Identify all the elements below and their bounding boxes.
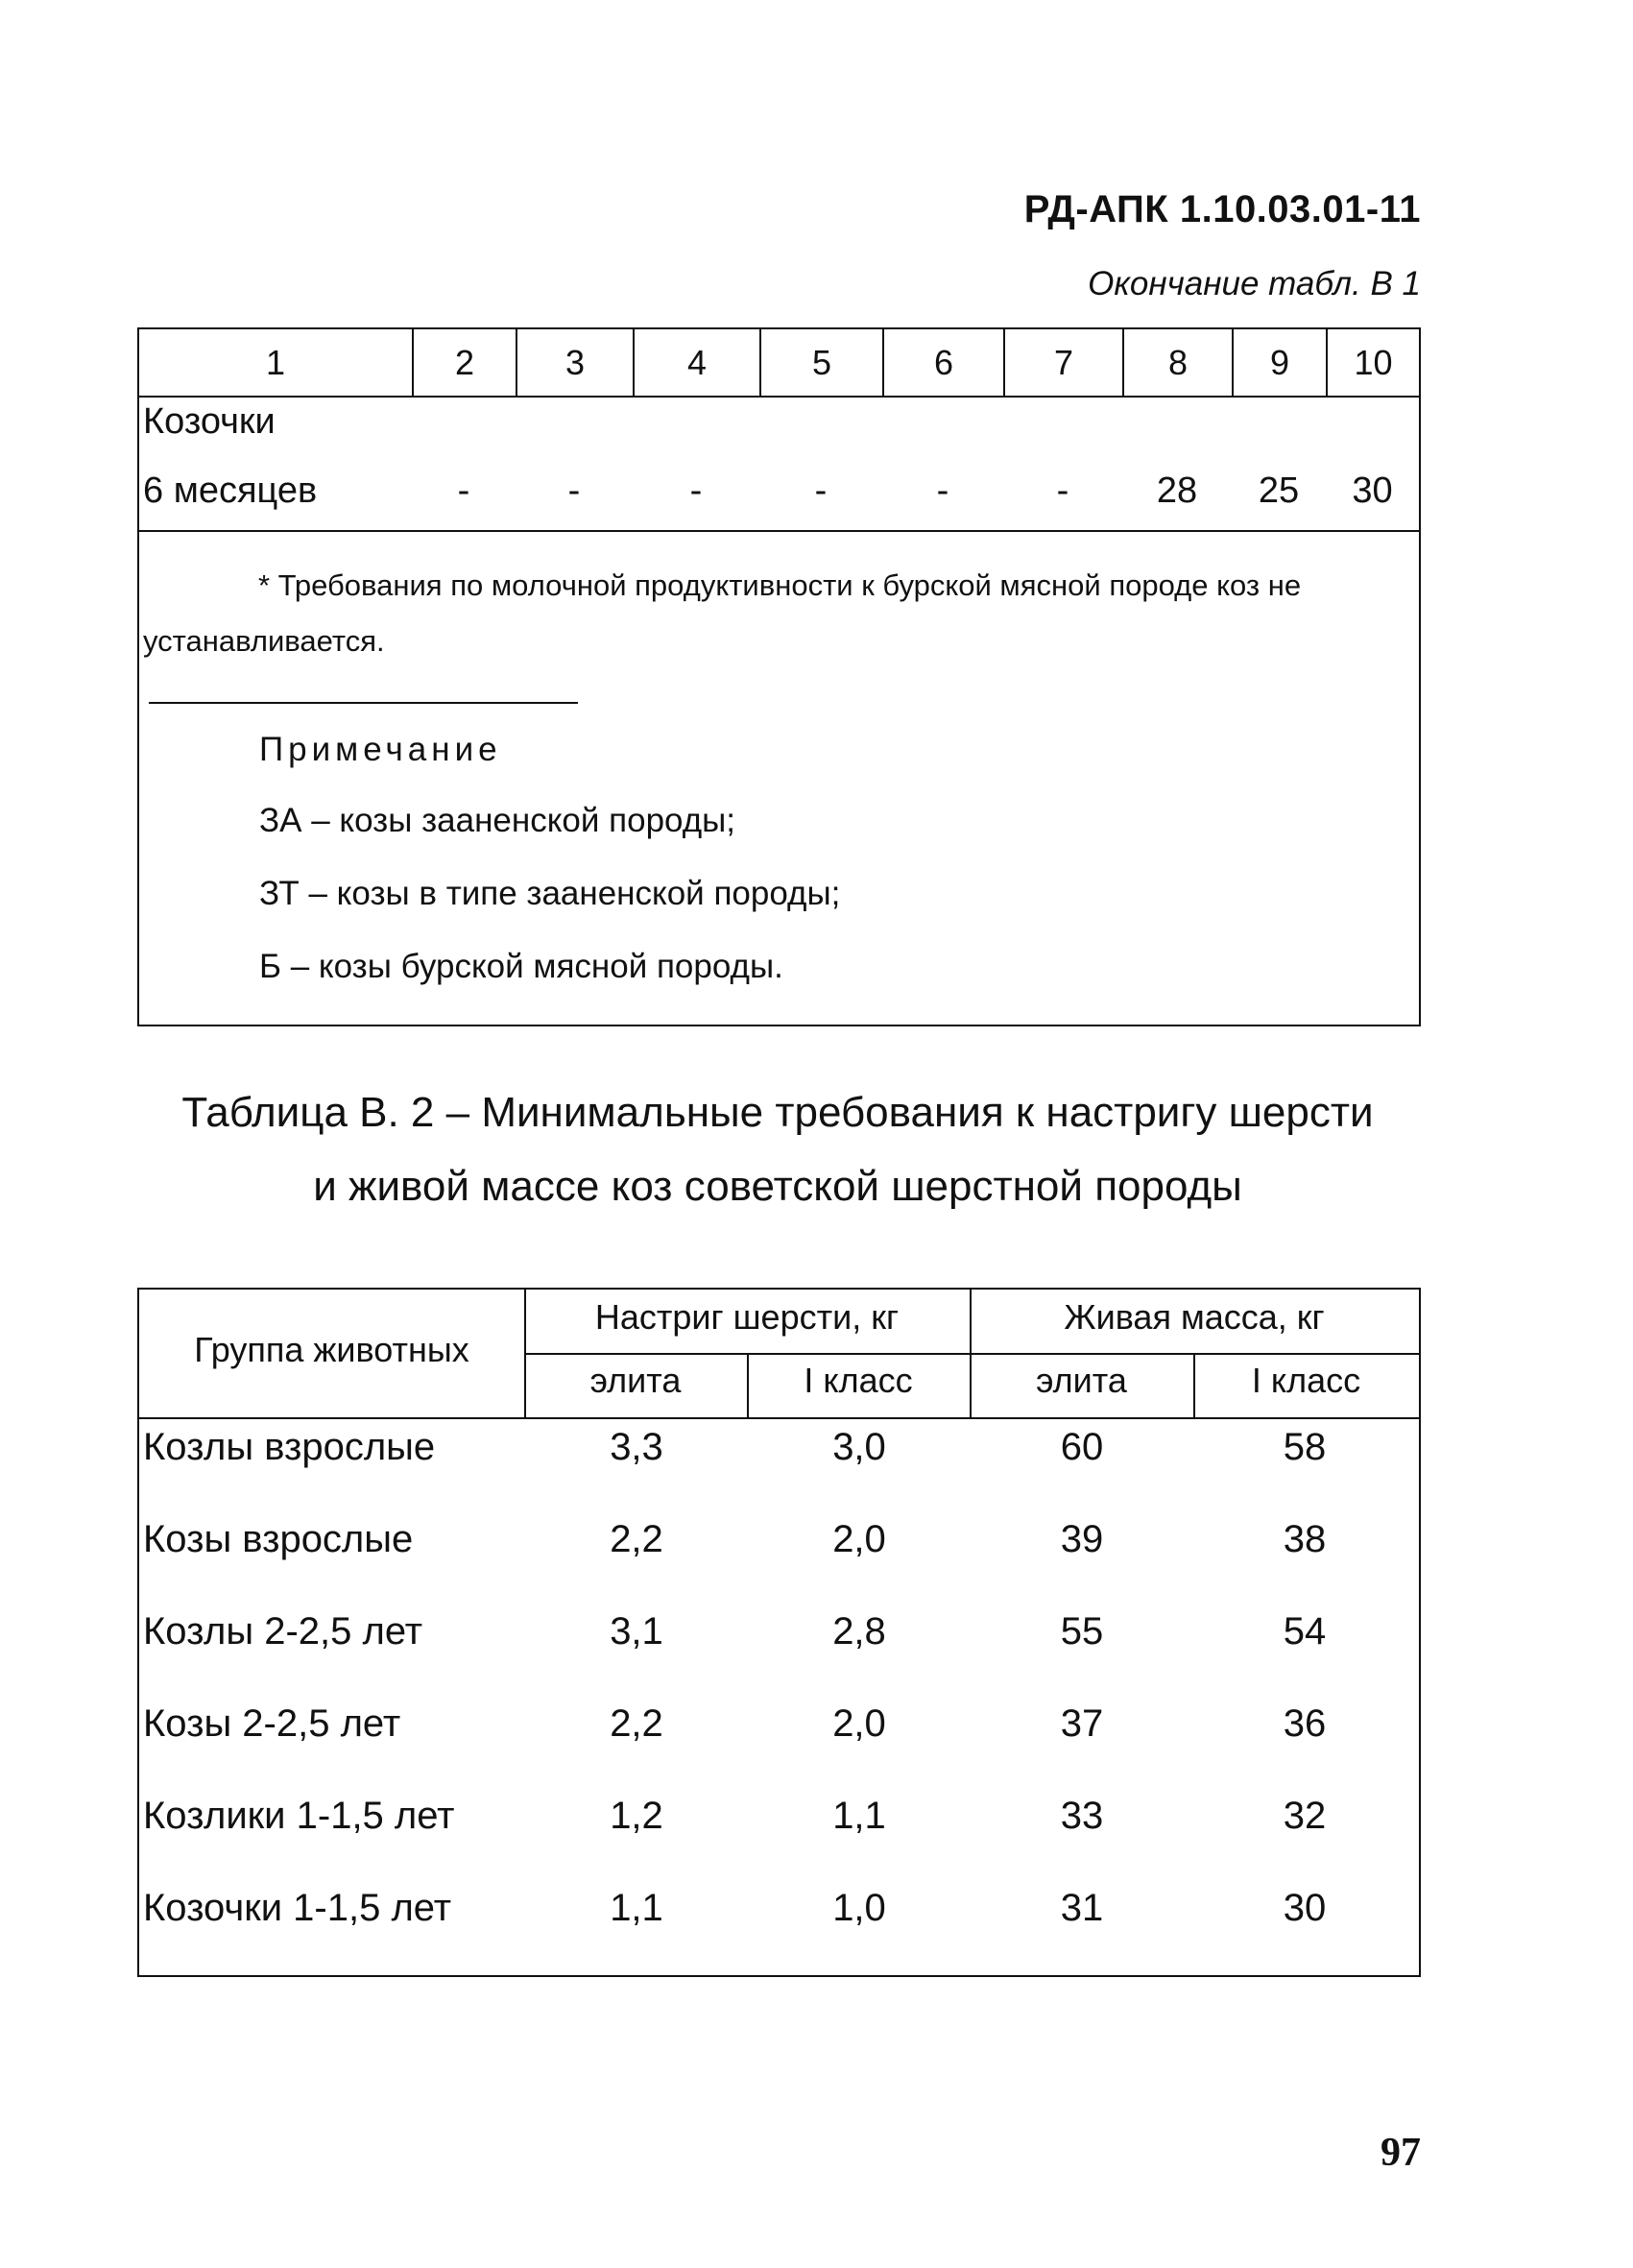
wool-elite-cell: 2,2 xyxy=(610,1518,663,1560)
cell-value: 30 xyxy=(1352,470,1393,511)
footnote-line: устанавливается. xyxy=(143,624,385,658)
mass-class1-cell: 32 xyxy=(1283,1795,1327,1837)
row-label: 6 месяцев xyxy=(143,470,318,511)
mass-class1-cell: 30 xyxy=(1283,1887,1327,1929)
column-number: 4 xyxy=(633,329,759,396)
wool-class1-cell: 2,8 xyxy=(832,1610,886,1653)
header-mass: Живая масса, кг xyxy=(1064,1297,1325,1337)
note-item: ЗА – козы зааненской породы; xyxy=(259,802,736,839)
row-label: Козы взрослые xyxy=(143,1518,414,1560)
wool-class1-cell: 1,0 xyxy=(832,1887,886,1929)
wool-class1-cell: 2,0 xyxy=(832,1518,886,1560)
group-label: Козочки xyxy=(143,401,276,442)
subheader-class1: I класс xyxy=(1251,1361,1361,1400)
mass-elite-cell: 37 xyxy=(1060,1702,1104,1745)
footnote-line: * Требования по молочной продуктивности к бурской мясной породе коз не xyxy=(258,568,1302,602)
wool-elite-cell: 1,1 xyxy=(610,1887,663,1929)
column-number: 5 xyxy=(759,329,882,396)
note-item: ЗТ – козы в типе зааненской породы; xyxy=(259,875,841,912)
footnote xyxy=(143,558,1415,669)
cell-value: - xyxy=(457,470,470,511)
note-item: Б – козы бурской мясной породы. xyxy=(259,948,783,985)
table-continuation-label: Окончание табл. В 1 xyxy=(1088,265,1421,302)
column-number: 9 xyxy=(1232,329,1326,396)
header-group: Группа животных xyxy=(194,1330,469,1369)
footnote-separator xyxy=(149,702,578,704)
cell-value: - xyxy=(936,470,949,511)
row-label: Козлы 2-2,5 лет xyxy=(143,1610,423,1653)
wool-class1-cell: 2,0 xyxy=(832,1702,886,1745)
row-label: Козочки 1-1,5 лет xyxy=(143,1887,452,1929)
mass-elite-cell: 33 xyxy=(1060,1795,1104,1837)
document-code: РД-АПК 1.10.03.01-11 xyxy=(1023,188,1421,230)
mass-class1-cell: 58 xyxy=(1283,1426,1327,1468)
subheader-elite: элита xyxy=(1036,1361,1127,1400)
wool-class1-cell: 3,0 xyxy=(832,1426,886,1468)
cell-value: - xyxy=(814,470,828,511)
table-b1-data-row xyxy=(139,396,1419,532)
wool-class1-cell: 1,1 xyxy=(832,1795,886,1837)
table-b1 xyxy=(137,327,1421,1026)
column-number: 7 xyxy=(1003,329,1122,396)
mass-elite-cell: 39 xyxy=(1060,1518,1104,1560)
wool-elite-cell: 1,2 xyxy=(610,1795,663,1837)
cell-value: 28 xyxy=(1156,470,1198,511)
column-number: 2 xyxy=(412,329,516,396)
subheader-class1: I класс xyxy=(804,1361,913,1400)
mass-elite-cell: 31 xyxy=(1060,1887,1104,1929)
column-number: 8 xyxy=(1122,329,1232,396)
mass-elite-cell: 60 xyxy=(1060,1426,1104,1468)
column-number: 3 xyxy=(516,329,633,396)
row-label: Козлики 1-1,5 лет xyxy=(143,1795,455,1837)
row-label: Козлы взрослые xyxy=(143,1426,436,1468)
header-wool: Настриг шерсти, кг xyxy=(594,1297,900,1337)
note-title: Примечание xyxy=(259,731,502,768)
table-b2 xyxy=(137,1288,1421,1977)
cell-value: - xyxy=(1056,470,1069,511)
column-number: 10 xyxy=(1326,329,1419,396)
cell-value: - xyxy=(689,470,703,511)
column-number: 1 xyxy=(265,343,286,382)
mass-class1-cell: 36 xyxy=(1283,1702,1327,1745)
cell-value: 25 xyxy=(1258,470,1300,511)
cell-value: - xyxy=(567,470,581,511)
mass-class1-cell: 54 xyxy=(1283,1610,1327,1653)
mass-class1-cell: 38 xyxy=(1283,1518,1327,1560)
row-label: Козы 2-2,5 лет xyxy=(143,1702,401,1745)
grid-line xyxy=(139,1417,1419,1419)
wool-elite-cell: 2,2 xyxy=(610,1702,663,1745)
column-number: 6 xyxy=(882,329,1003,396)
subheader-elite: элита xyxy=(589,1361,682,1400)
table-b2-caption: Таблица В. 2 – Минимальные требования к настригу шерсти xyxy=(181,1089,1374,1136)
wool-elite-cell: 3,3 xyxy=(610,1426,663,1468)
table-b1-header-row xyxy=(139,329,1419,398)
wool-elite-cell: 3,1 xyxy=(610,1610,663,1653)
page-number: 97 xyxy=(1381,2131,1421,2175)
grid-line xyxy=(524,1353,1419,1355)
table-b2-caption: и живой массе коз советской шерстной породы xyxy=(313,1163,1242,1210)
mass-elite-cell: 55 xyxy=(1060,1610,1104,1653)
